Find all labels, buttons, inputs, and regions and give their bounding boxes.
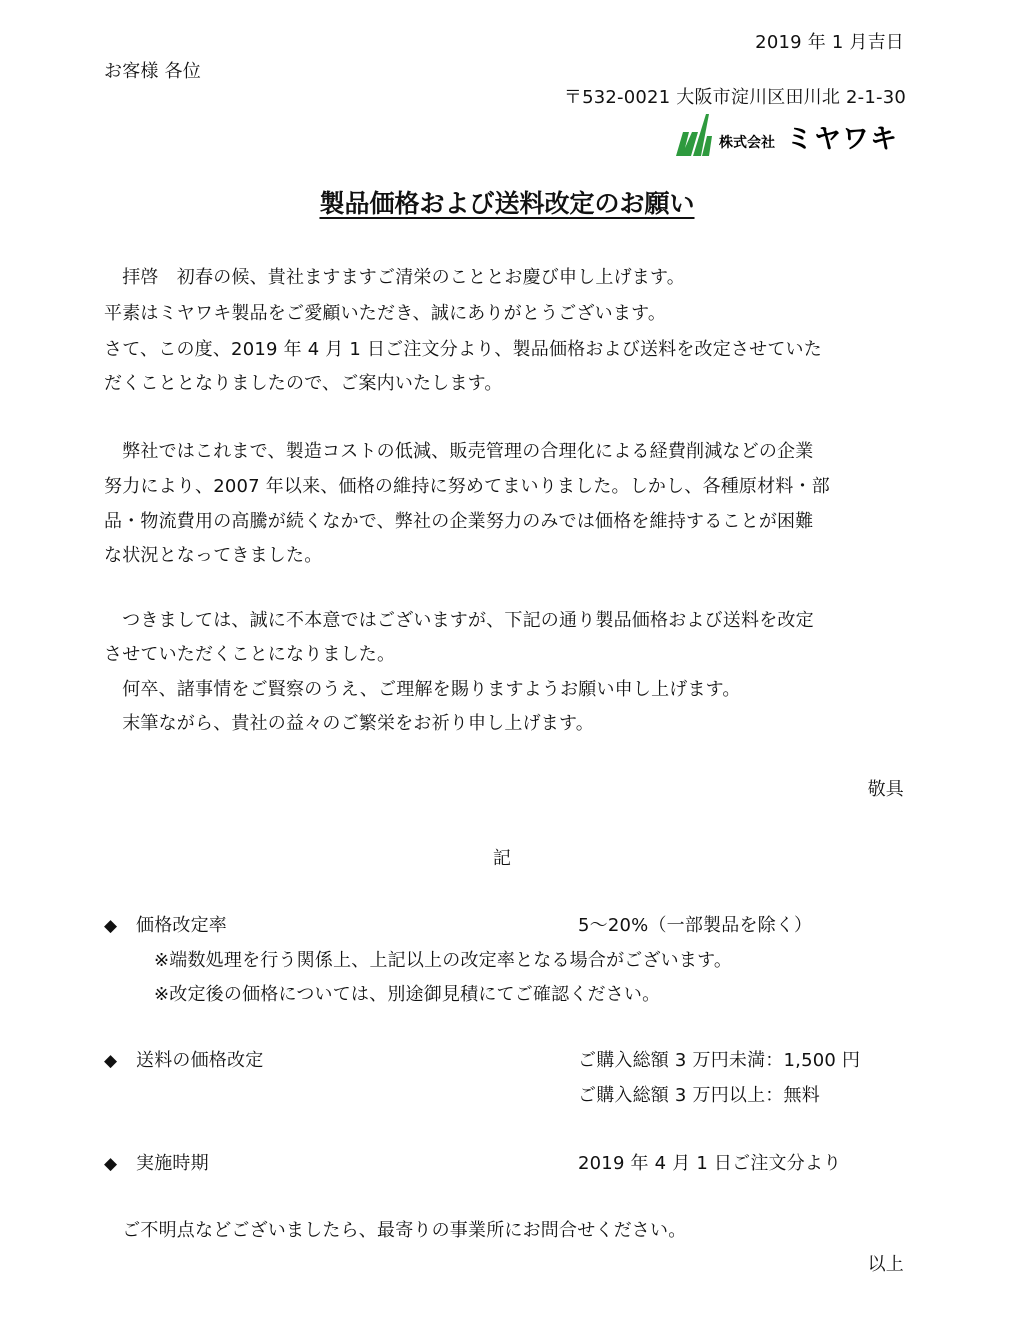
- page-title: [0, 188, 1014, 220]
- body-line: な状況となってきました。: [104, 545, 323, 566]
- item-value-shipping: ご購入総額 3 万円以上：無料: [578, 1085, 820, 1106]
- body-line: 努力により、2007 年以来、価格の維持に努めてまいりました。しかし、各種原材料・部: [104, 476, 830, 497]
- item-value-shipping: ご購入総額 3 万円未満：1,500 円: [578, 1050, 861, 1071]
- body-line: 末筆ながら、貴社の益々のご繁栄をお祈り申し上げます。: [104, 713, 594, 734]
- body-line: 平素はミヤワキ製品をご愛顧いただき、誠にありがとうございます。: [104, 303, 667, 324]
- item-label-effective-date: 実施時期: [136, 1153, 209, 1174]
- recipient: お客様 各位: [104, 61, 201, 82]
- item-label-shipping: 送料の価格改定: [136, 1050, 264, 1071]
- bullet-diamond-icon: ◆: [104, 916, 118, 936]
- company-logo: [676, 112, 906, 162]
- document-date: 2019 年 1 月吉日: [755, 32, 904, 53]
- contact-note: ご不明点などございましたら、最寄りの事業所にお問合せください。: [104, 1220, 687, 1241]
- item-value-effective-date: 2019 年 4 月 1 日ご注文分より: [578, 1153, 842, 1174]
- company-logo-mark-icon: [676, 112, 716, 162]
- body-line: さて、この度、2019 年 4 月 1 日ご注文分より、製品価格および送料を改定させていた: [104, 339, 822, 360]
- body-line: 弊社ではこれまで、製造コストの低減、販売管理の合理化による経費削減などの企業: [104, 441, 814, 462]
- bullet-diamond-icon: ◆: [104, 1154, 118, 1174]
- item-note: ※改定後の価格については、別途御見積にてご確認ください。: [154, 984, 661, 1005]
- item-value-price-rate: 5～20%（一部製品を除く）: [578, 915, 813, 936]
- company-type-label: 株式会社: [719, 135, 775, 151]
- body-line: だくこととなりましたので、ご案内いたします。: [104, 373, 503, 394]
- body-line: つきましては、誠に不本意ではございますが、下記の通り製品価格および送料を改定: [104, 610, 814, 631]
- record-heading: 記: [492, 848, 512, 869]
- bullet-diamond-icon: ◆: [104, 1051, 118, 1071]
- item-note: ※端数処理を行う関係上、上記以上の改定率となる場合がございます。: [154, 950, 733, 971]
- page-title-text: 製品価格および送料改定のお願い: [319, 189, 695, 218]
- body-line: 品・物流費用の高騰が続くなかで、弊社の企業努力のみでは価格を維持することが困難: [104, 511, 814, 532]
- company-name-logotype: ミヤワキ: [786, 124, 898, 155]
- body-line: させていただくことになりました。: [104, 644, 396, 665]
- closing-keigu: 敬具: [867, 779, 904, 800]
- item-label-price-rate: 価格改定率: [136, 915, 227, 936]
- company-address: 〒532-0021 大阪市淀川区田川北 2-1-30: [563, 87, 906, 108]
- body-line: 拝啓 初春の候、貴社ますますご清栄のこととお慶び申し上げます。: [104, 267, 685, 288]
- body-line: 何卒、諸事情をご賢察のうえ、ご理解を賜りますようお願い申し上げます。: [104, 679, 741, 700]
- end-mark: 以上: [867, 1254, 904, 1275]
